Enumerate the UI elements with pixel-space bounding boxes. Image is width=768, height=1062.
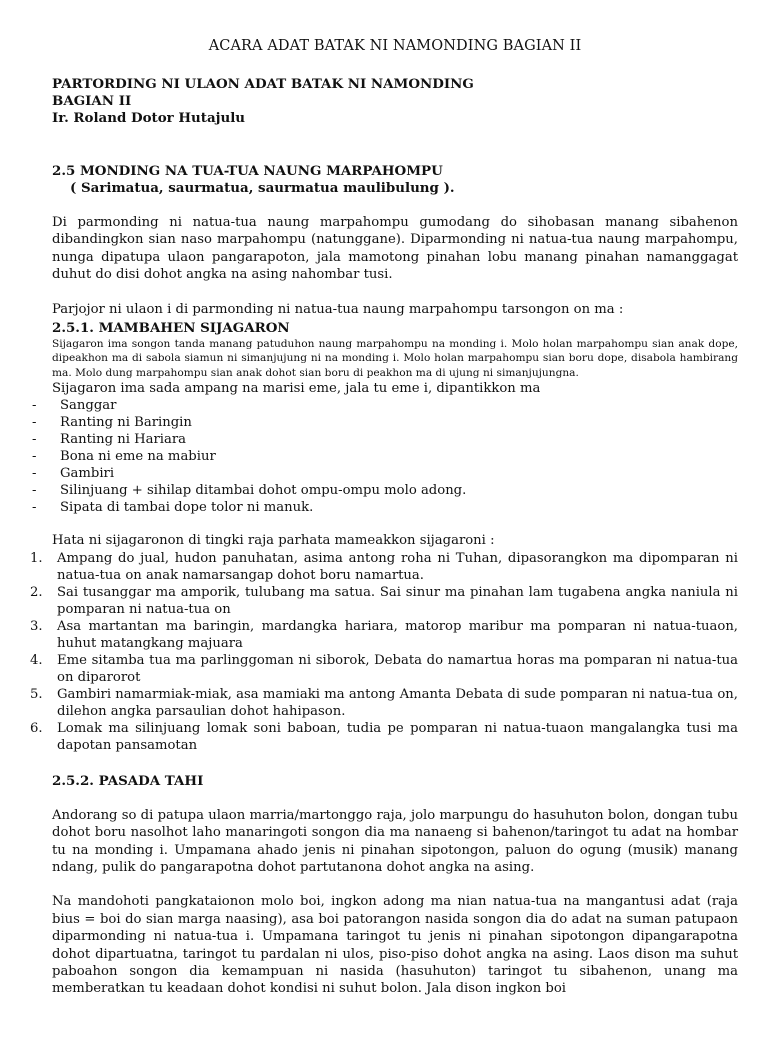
header-line-part: BAGIAN II [52,93,132,109]
numbered-item: 3. Asa martantan ma baringin, mardangka hariara, matorop maribur ma pomparan ni natua-tuaon, huhut matangkang majuara [30,618,738,651]
subsection-1-title: 2.5.1. MAMBAHEN SIJAGARON [52,320,290,337]
subsection-1-lead: Sijagaron ima sada ampang na marisi eme, jala tu eme i, dipantikkon ma [52,380,541,396]
numbered-list [30,550,738,754]
subsection-2-paragraph-2: Na mandohoti pangkataionon molo boi, ingkon adong ma nian natua-tua na mangantusi adat (raja bius = boi do sian marga naasing), asa boi patorangon nasida songon dia do adat na suman patupaon diparmonding ni natua-tua i. Umpamana taringot tu jenis ni pinahan sipotongon dipangarapotna dohot dipartuatna, taringot tu pardalan ni ulos, piso-piso dohot angka na asing. Laos dison ma suhut paboahon songon dia kemampuan ni nasida (hasuhuton) taringot tu sibahenon, unang ma memberatkan tu keadaan dohot kondisi ni suhut bolon. Jala dison ingkon boi [52,894,738,997]
list-item: - Ranting ni Baringin [32,415,192,431]
list-item: - Gambiri [32,466,115,482]
intro-line: Parjojor ni ulaon i di parmonding ni natua-tua naung marpahompu tarsongon on ma : [52,301,624,317]
section-subtitle: ( Sarimatua, saurmatua, saurmatua maulibulung ). [70,180,455,196]
header-line-author: Ir. Roland Dotor Hutajulu [52,110,246,126]
numbered-item: 5. Gambiri namarmiak-miak, asa mamiaki ma antong Amanta Debata di sude pomparan ni natua-tua on, dilehon angka parsaulian dohot hahipason. [30,686,738,719]
hata-lead: Hata ni sijagaronon di tingki raja parhata mameakkon sijagaroni : [52,533,495,549]
subsection-1-note: Sijagaron ima songon tanda manang patuduhon naung marpahompu na monding i. Molo holan marpahompu sian anak dope, dipeakhon ma di sabola siamun ni simanjujung ni na monding i. Molo holan marpahompu sian boru dope, disabola hambirang ma. Molo dung marpahompu sian anak dohot sian boru di peakhon ma di ujung ni simanjujungna. [52,338,738,379]
numbered-item: 4. Eme sitamba tua ma parlinggoman ni siborok, Debata do namartua horas ma pomparan ni natua-tua on diparorot [30,652,738,685]
list-item: - Ranting ni Hariara [32,432,187,448]
numbered-item: 2. Sai tusanggar ma amporik, tulubang ma satua. Sai sinur ma pinahan lam tugabena angka naniula ni pomparan ni natua-tua on [30,584,738,617]
intro-paragraph: Di parmonding ni natua-tua naung marpahompu gumodang do sihobasan manang sibahenon dibandingkon sian naso marpahompu (natunggane). Diparmonding ni natua-tua naung marpahompu, nunga dipatupa ulaon pangarapoton, jala mamotong pinahan lobu manang pinahan namanggagat duhut do disi dohot angka na asing nahombar tusi. [52,215,738,283]
document-title: ACARA ADAT BATAK NI NAMONDING BAGIAN II [208,38,582,54]
header-line-title: PARTORDING NI ULAON ADAT BATAK NI NAMONDING [52,76,474,92]
subsection-2-paragraph-1: Andorang so di patupa ulaon marria/martonggo raja, jolo marpungu do hasuhuton bolon, dongan tubu dohot boru nasolhot laho manaringoti songon dia ma nanaeng si bahenon/taringot tu adat na hombar tu na monding i. Umpamana ahado jenis ni pinahan sipotongon, paluon do ogung (musik) manang ndang, pulik do pangarapotna dohot partutanona dohot angka na asing. [52,807,738,875]
list-item: - Sipata di tambai dope tolor ni manuk. [32,500,314,516]
subsection-2-title: 2.5.2. PASADA TAHI [52,772,204,789]
document-header [52,76,738,127]
section-title: 2.5 MONDING NA TUA-TUA NAUNG MARPAHOMPU [52,163,443,179]
list-item: - Bona ni eme na mabiur [32,449,216,465]
numbered-item: 1. Ampang do jual, hudon panuhatan, asima antong roha ni Tuhan, dipasorangkon ma dipomparan ni natua-tua on anak namarsangap dohot boru namartua. [30,550,738,583]
list-item: - Sanggar [32,398,117,414]
list-item: - Silinjuang + sihilap ditambai dohot ompu-ompu molo adong. [32,483,467,499]
document-page [0,38,768,1062]
numbered-item: 6. Lomak ma silinjuang lomak soni baboan, tudia pe pomparan ni natua-tuaon mangalangka tusi ma dapotan pansamotan [30,720,738,753]
item-list [32,397,738,516]
